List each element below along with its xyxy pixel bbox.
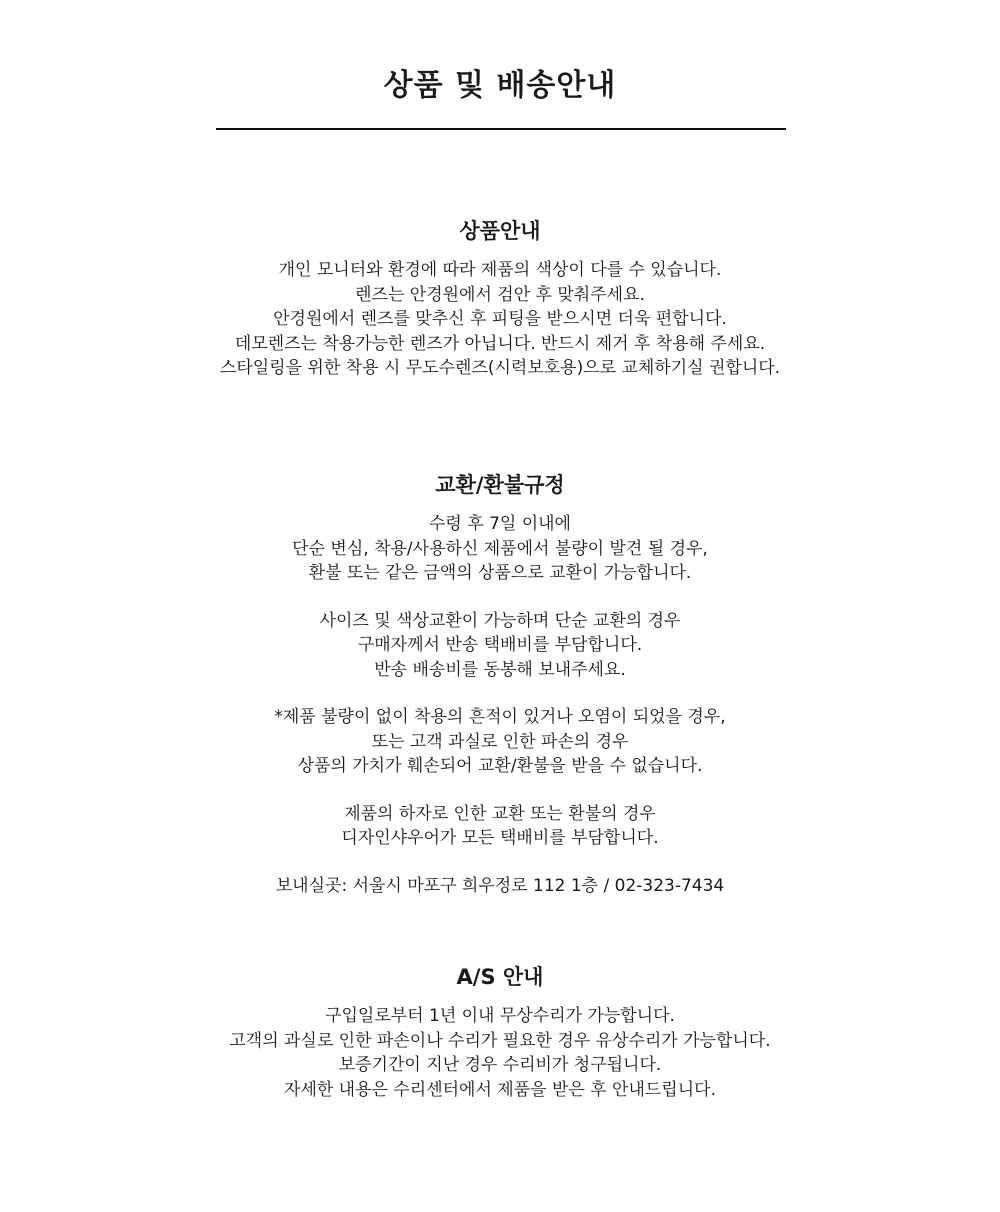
paragraph	[0, 512, 1000, 586]
paragraph	[0, 258, 1000, 381]
paragraph-spacer	[0, 779, 1000, 802]
text-line: 반송 배송비를 동봉해 보내주세요.	[374, 659, 626, 680]
text-line: 스타일링을 위한 착용 시 무도수렌즈(시력보호용)으로 교체하기실 권합니다.	[219, 358, 781, 378]
return-address	[0, 874, 1000, 899]
page-title: 상품 및 배송안내	[383, 68, 617, 103]
paragraph	[0, 1004, 1000, 1102]
text-line: *제품 불량이 없이 착용의 흔적이 있거나 오염이 되었을 경우,	[274, 707, 726, 727]
paragraph	[0, 802, 1000, 851]
paragraph-spacer	[0, 682, 1000, 705]
text-line: 자세한 내용은 수리센터에서 제품을 받은 후 안내드립니다.	[284, 1079, 716, 1100]
text-line: 사이즈 및 색상교환이 가능하며 단순 교환의 경우	[319, 610, 681, 631]
exchange-refund-section	[0, 468, 1000, 898]
text-line: 구입일로부터 1년 이내 무상수리가 가능합니다.	[325, 1006, 675, 1026]
after-service-section	[0, 960, 1000, 1102]
text-line: 고객의 과실로 인한 파손이나 수리가 필요한 경우 유상수리가 가능합니다.	[229, 1030, 771, 1051]
text-line: 구매자께서 반송 택배비를 부담합니다.	[357, 635, 643, 655]
text-line: 개인 모니터와 환경에 따라 제품의 색상이 다를 수 있습니다.	[278, 260, 722, 280]
paragraph	[0, 609, 1000, 683]
text-line: 보내실곳: 서울시 마포구 희우정로 112 1층 / 02-323-7434	[275, 875, 725, 896]
product-info-section	[0, 214, 1000, 381]
text-line: 안경원에서 렌즈를 맞추신 후 피팅을 받으시면 더욱 편합니다.	[273, 309, 727, 329]
text-line: 상품의 가치가 훼손되어 교환/환불을 받을 수 없습니다.	[297, 756, 703, 776]
text-line: 보증기간이 지난 경우 수리비가 청구됩니다.	[338, 1055, 662, 1075]
text-line: 단순 변심, 착용/사용하신 제품에서 불량이 발견 될 경우,	[292, 538, 708, 559]
section-heading: 교환/환불규정	[435, 473, 565, 497]
text-line: 데모렌즈는 착용가능한 렌즈가 아닙니다. 반드시 제거 후 착용해 주세요.	[234, 333, 766, 354]
text-line: 또는 고객 과실로 인한 파손의 경우	[371, 731, 629, 752]
paragraph-spacer	[0, 851, 1000, 874]
title-divider	[216, 128, 786, 130]
text-line: 디자인샤우어가 모든 택배비를 부담합니다.	[341, 828, 659, 848]
paragraph	[0, 705, 1000, 779]
text-line: 제품의 하자로 인한 교환 또는 환불의 경우	[344, 803, 656, 824]
section-heading: 상품안내	[459, 219, 541, 243]
text-line: 수령 후 7일 이내에	[429, 514, 571, 534]
section-heading: A/S 안내	[456, 965, 544, 989]
text-line: 렌즈는 안경원에서 검안 후 맞춰주세요.	[355, 284, 645, 305]
paragraph-spacer	[0, 586, 1000, 609]
text-line: 환불 또는 같은 금액의 상품으로 교환이 가능합니다.	[308, 563, 692, 583]
